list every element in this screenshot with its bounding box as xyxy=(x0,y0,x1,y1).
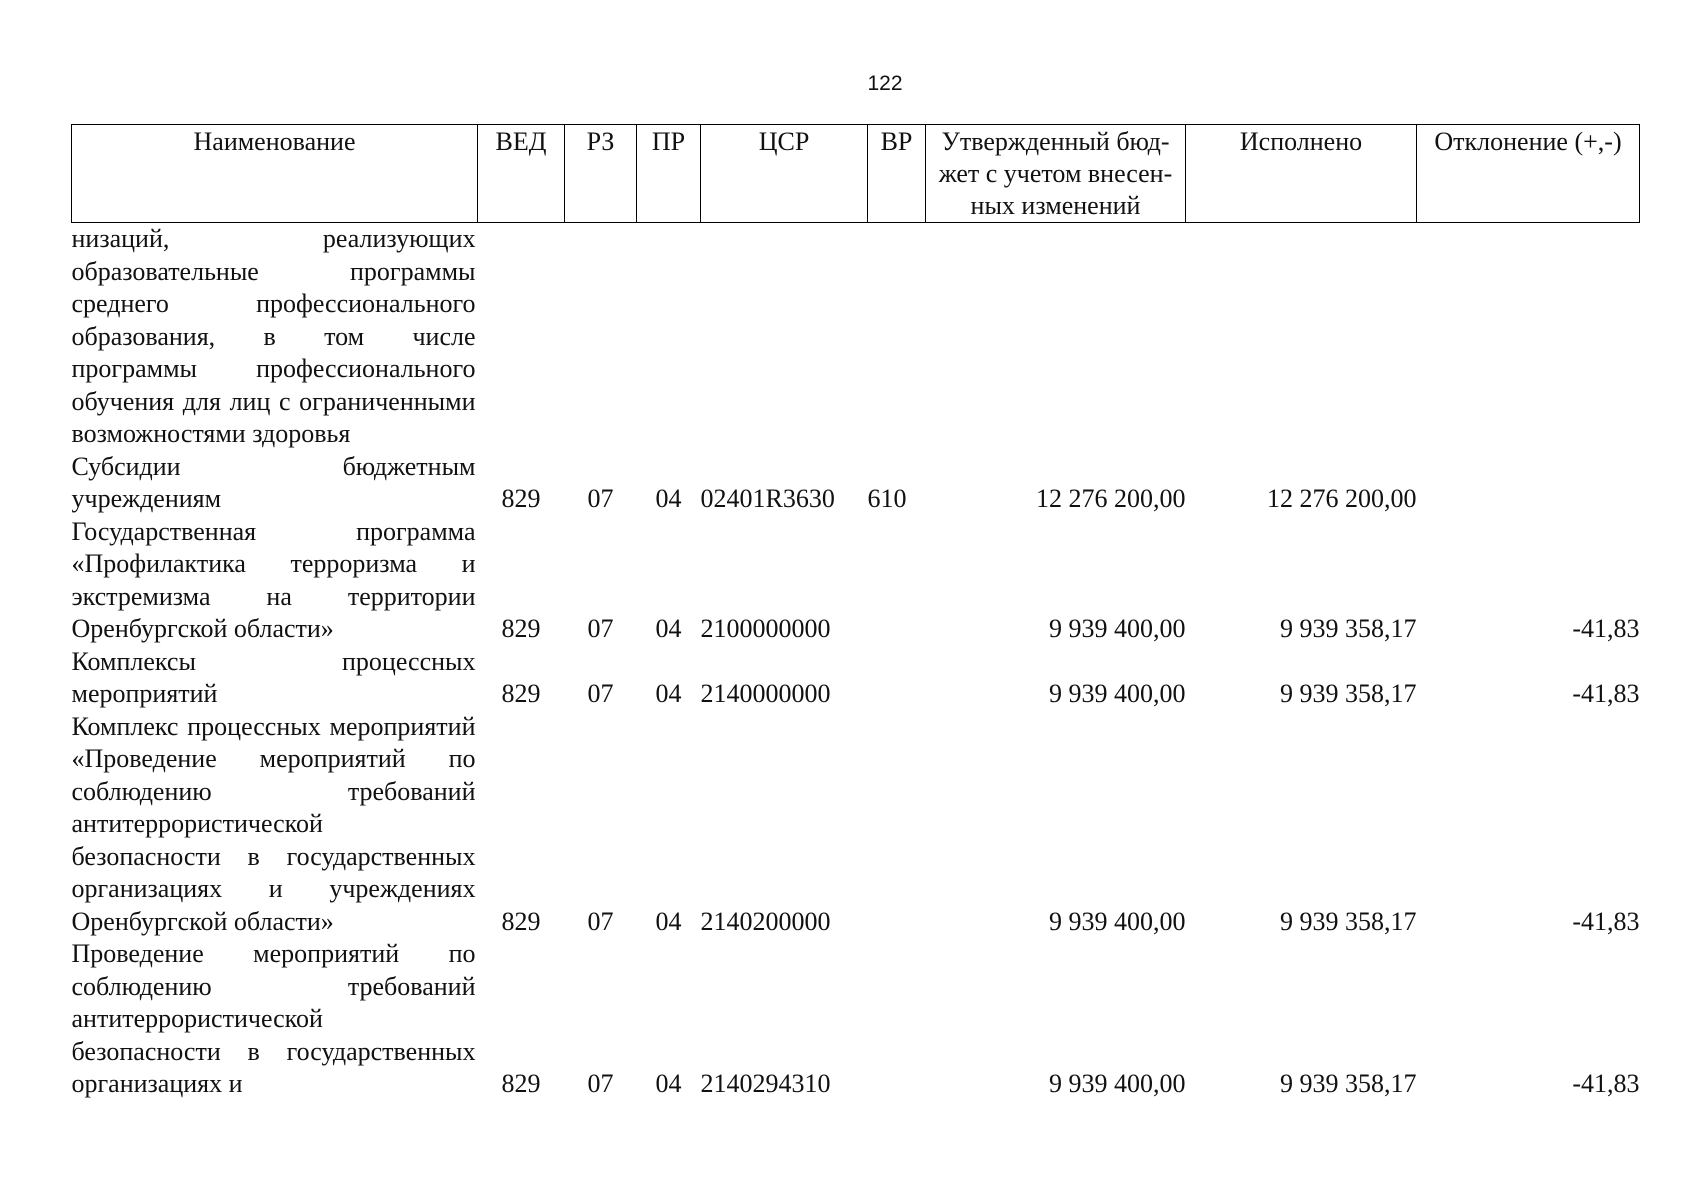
cell-pr: 04 xyxy=(655,484,682,513)
cell-rz: 07 xyxy=(587,1069,614,1098)
table-row xyxy=(72,711,1640,939)
table-header xyxy=(72,125,1640,223)
cell-budget: 12 276 200,00 xyxy=(1036,484,1186,513)
cell-ved: 829 xyxy=(501,906,541,936)
header-ved: ВЕД xyxy=(478,125,565,223)
cell-vr xyxy=(868,516,926,646)
cell-executed: 9 939 358,17 xyxy=(1280,679,1417,708)
table-row xyxy=(72,938,1640,1101)
cell-csr: 2100000000 xyxy=(700,614,831,643)
cell-budget: 9 939 400,00 xyxy=(1049,1069,1186,1098)
cell-budget xyxy=(926,223,1186,451)
cell-executed: 9 939 358,17 xyxy=(1280,1069,1417,1098)
cell-name: Комплексы процессных мероприятий xyxy=(71,646,476,708)
cell-csr: 2140294310 xyxy=(700,1069,831,1098)
cell-ved: 829 xyxy=(501,679,541,708)
cell-vr: 610 xyxy=(867,484,907,513)
header-vr: ВР xyxy=(868,125,926,223)
header-budget: Утвержденный бюд-жет с учетом внесен-ных изменений xyxy=(926,125,1186,223)
table-body xyxy=(72,223,1640,1101)
cell-pr: 04 xyxy=(655,679,682,708)
cell-rz: 07 xyxy=(587,679,614,708)
cell-vr xyxy=(868,223,926,451)
cell-name: Государственная программа «Профилактика терроризма и экстремизма на территории Оренбургской области» xyxy=(71,516,476,643)
cell-ved: 829 xyxy=(501,1069,541,1098)
cell-executed xyxy=(1186,223,1417,451)
cell-pr xyxy=(637,223,701,451)
cell-name: Субсидии бюджетным учреждениям xyxy=(71,451,476,513)
cell-deviation xyxy=(1417,451,1640,516)
page-number: 122 xyxy=(867,72,903,95)
header-rz: РЗ xyxy=(565,125,637,223)
header-pr: ПР xyxy=(637,125,701,223)
cell-ved: 829 xyxy=(501,614,541,643)
cell-vr xyxy=(868,711,926,939)
budget-execution-table xyxy=(71,124,1640,1101)
cell-deviation: -41,83 xyxy=(1572,1069,1640,1098)
cell-rz: 07 xyxy=(587,906,614,936)
table-row xyxy=(72,516,1640,646)
cell-budget: 9 939 400,00 xyxy=(1049,614,1186,643)
cell-name: низаций, реализующих образовательные программы среднего профессионального образования, в том числе программы профессионального обучения для лиц с ограниченными возможностями здоровья xyxy=(71,224,476,448)
cell-pr: 04 xyxy=(655,906,682,936)
header-deviation: Отклонение (+,-) xyxy=(1417,125,1640,223)
cell-deviation: -41,83 xyxy=(1572,679,1640,708)
cell-rz: 07 xyxy=(587,484,614,513)
cell-rz: 07 xyxy=(587,614,614,643)
cell-name: Комплекс процессных мероприятий «Проведение мероприятий по соблюдению требований антитеррористической безопасности в государственных организациях и учреждениях Оренбургской области» xyxy=(71,711,476,936)
cell-ved xyxy=(478,223,565,451)
cell-csr: 2140000000 xyxy=(700,679,831,708)
cell-csr: 02401R3630 xyxy=(700,484,835,513)
cell-executed: 9 939 358,17 xyxy=(1280,906,1417,936)
table-row xyxy=(72,451,1640,516)
cell-pr: 04 xyxy=(655,1069,682,1098)
cell-executed: 12 276 200,00 xyxy=(1267,484,1417,513)
table-row xyxy=(72,646,1640,711)
cell-name: Проведение мероприятий по соблюдению требований антитеррористической безопасности в государственных организациях и xyxy=(71,939,476,1098)
cell-executed: 9 939 358,17 xyxy=(1280,614,1417,643)
cell-budget: 9 939 400,00 xyxy=(1049,906,1186,936)
cell-deviation: -41,83 xyxy=(1572,906,1640,936)
header-csr: ЦСР xyxy=(701,125,868,223)
header-executed: Исполнено xyxy=(1186,125,1417,223)
cell-ved: 829 xyxy=(501,484,541,513)
cell-deviation xyxy=(1417,223,1640,451)
cell-rz xyxy=(565,223,637,451)
cell-csr xyxy=(701,223,868,451)
cell-budget: 9 939 400,00 xyxy=(1049,679,1186,708)
cell-vr xyxy=(868,646,926,711)
cell-csr: 2140200000 xyxy=(700,906,831,936)
header-name: Наименование xyxy=(72,125,478,223)
table-row xyxy=(72,223,1640,451)
cell-pr: 04 xyxy=(655,614,682,643)
cell-vr xyxy=(868,938,926,1101)
cell-deviation: -41,83 xyxy=(1572,614,1640,643)
